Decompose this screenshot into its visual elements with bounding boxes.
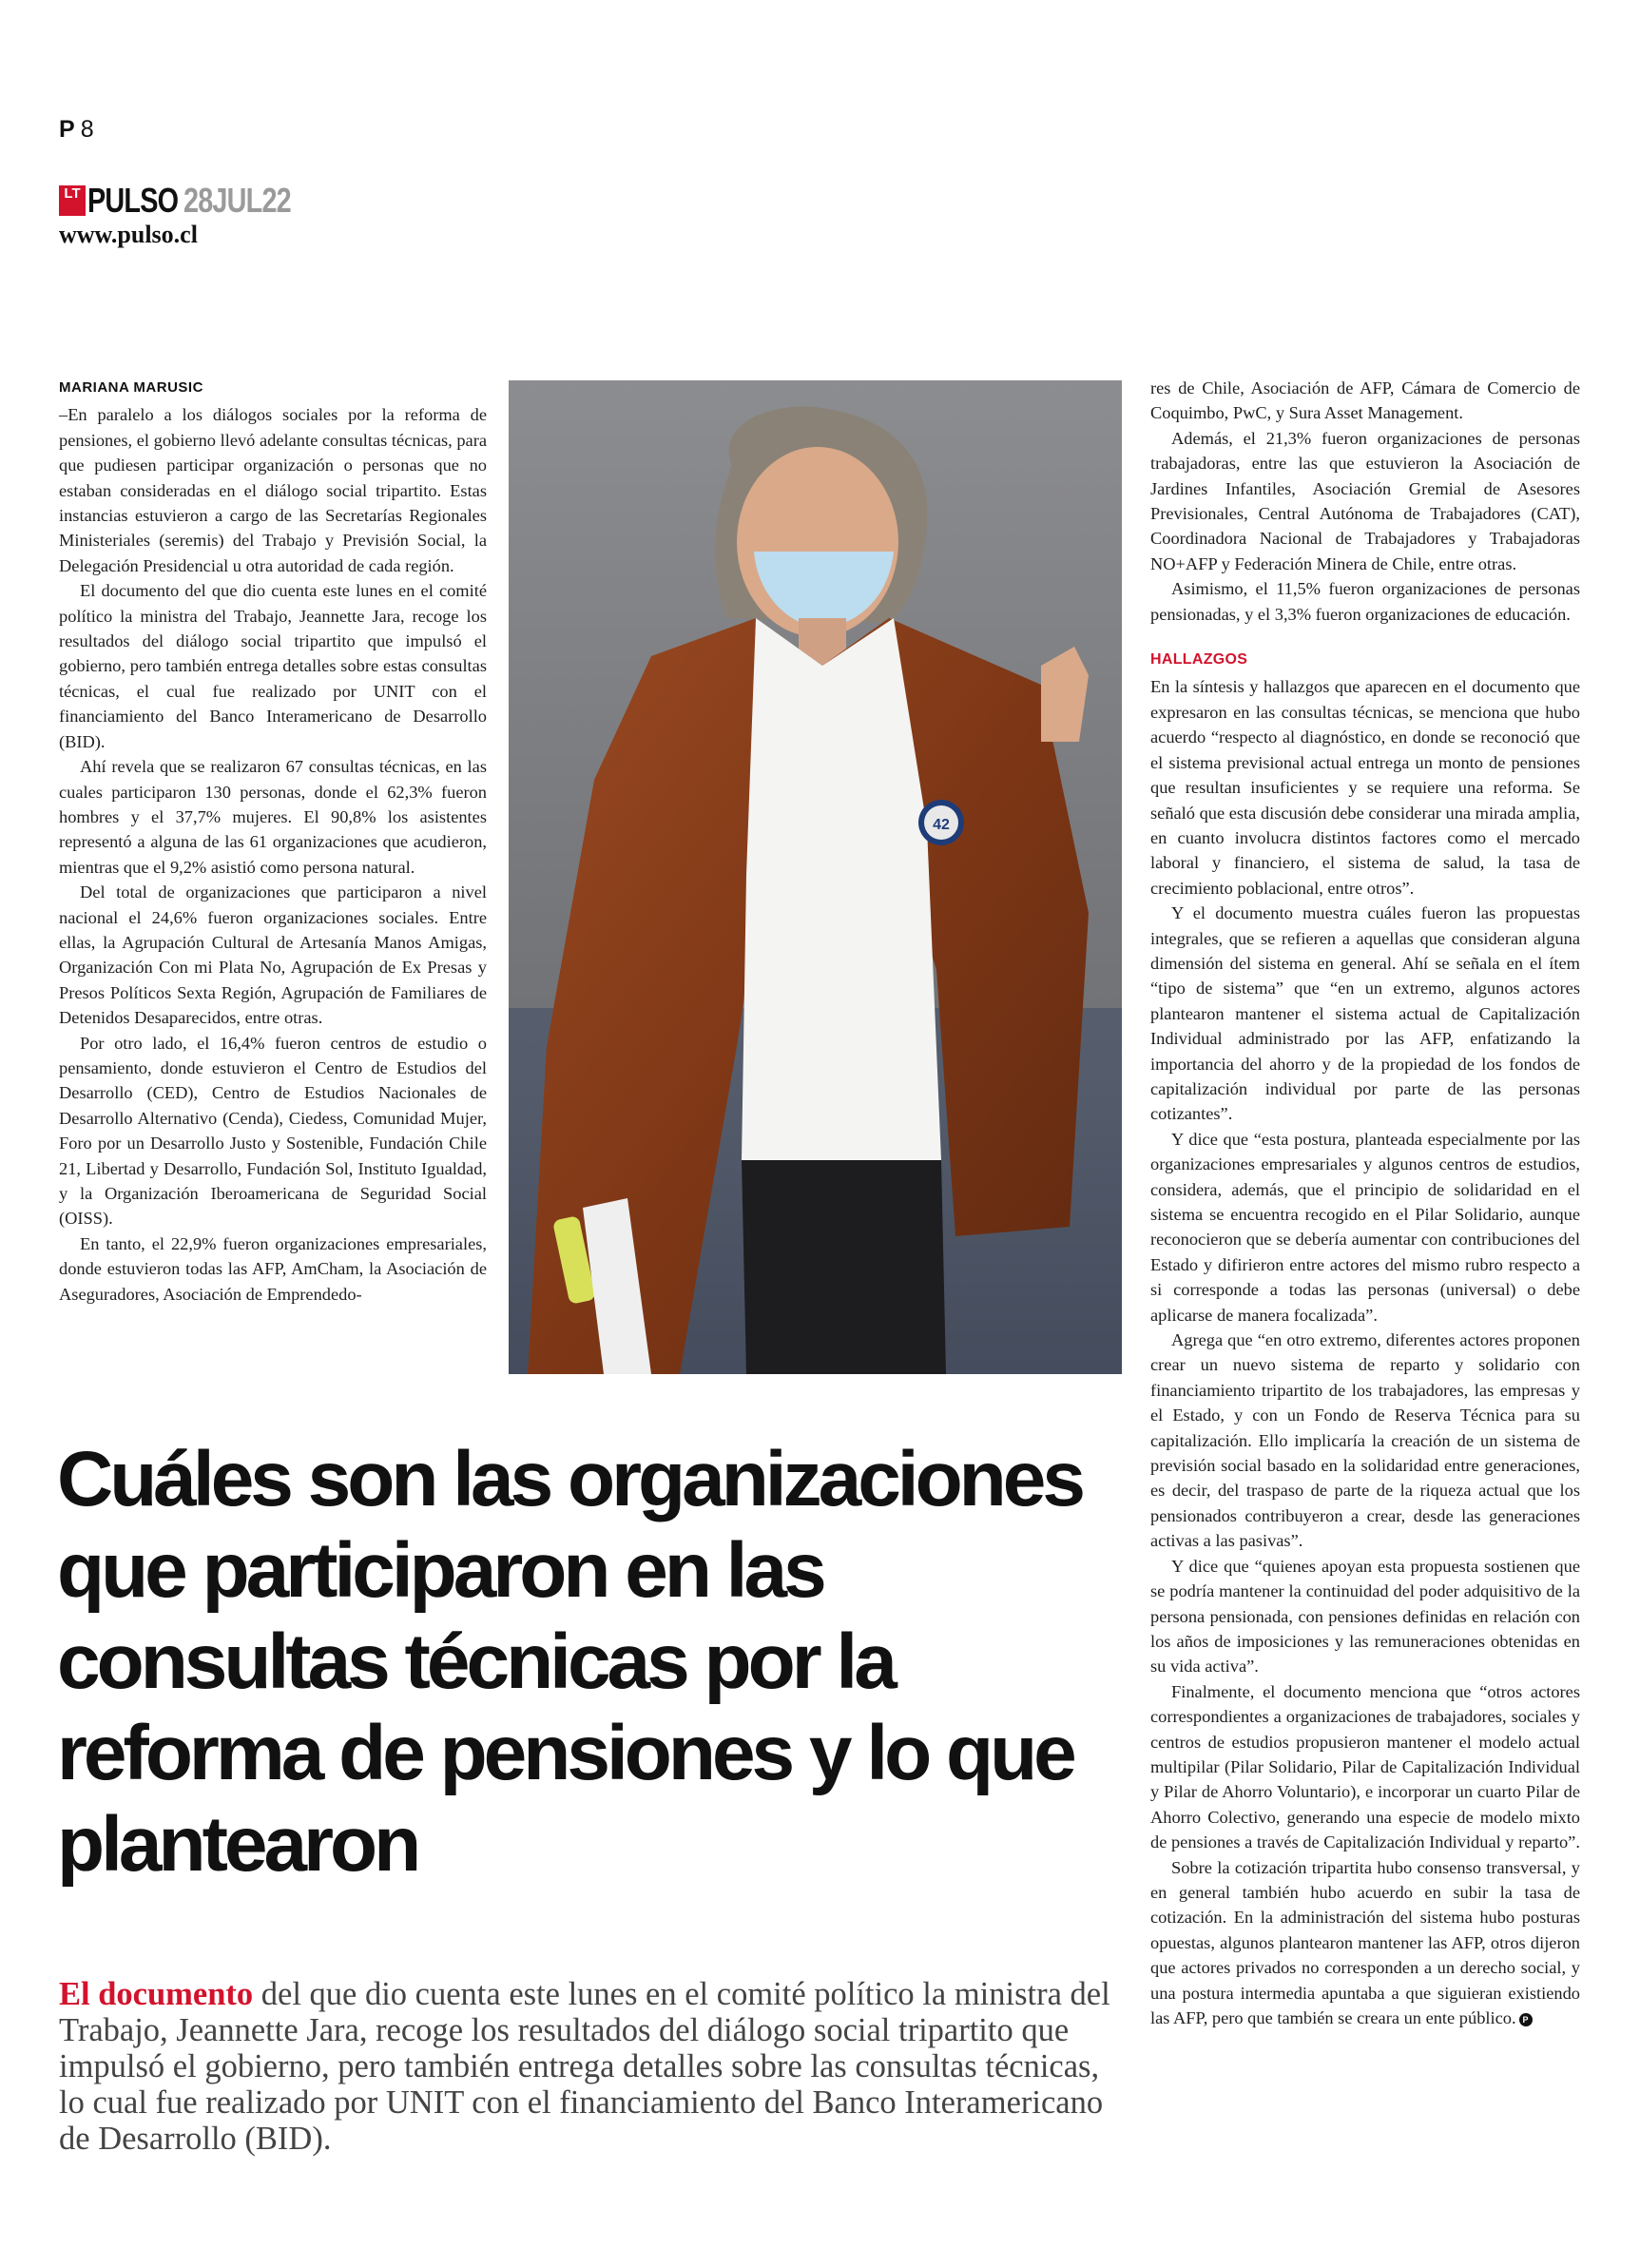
- badge-text: 42: [933, 817, 950, 833]
- byline: MARIANA MARUSIC: [59, 379, 203, 396]
- paragraph: Del total de organizaciones que participaron a nivel nacional el 24,6% fueron organizaciones sociales. Entre ellas, la Agrupación Cultural de Artesanía Manos Amigas, Organización Con mi Plata No, Agrupación de Ex Presas y Presos Políticos Sexta Región, Agrupación de Familiares de Detenidos Desaparecidos, entre otras.: [59, 882, 487, 1028]
- masthead: [59, 181, 318, 221]
- lt-logo: LT: [59, 185, 86, 216]
- end-mark-icon: P: [1519, 2013, 1533, 2026]
- paragraph: En tanto, el 22,9% fueron organizaciones empresariales, donde estuvieron todas las AFP, AmCham, la Asociación de Aseguradores, Asociación de Emprendedo-: [59, 1233, 487, 1304]
- page-number: P 8: [59, 116, 94, 143]
- left-column: [59, 376, 487, 1307]
- paragraph: Por otro lado, el 16,4% fueron centros de estudio o pensamiento, donde estuvieron el Centro de Estudios del Desarrollo (CED), Centro de Estudios Nacionales de Desarrollo Alternativo (Cenda), Ciedess, Comunidad Mujer, Foro por un Desarrollo Justo y Sostenible, Fundación Chile 21, Libertad y Desarrollo, Fundación Sol, Instituto Igualdad, y la Organización Iberoamericana de Seguridad Social (OISS).: [59, 1033, 487, 1229]
- paragraph: Y el documento muestra cuáles fueron las propuestas integrales, que se refieren a aquellas que consideran alguna dimensión del sistema en general. Ahí se señala en el ítem “tipo de sistema” que “en un extremo, algunos actores plantearon mantener el sistema actual de Capitalización Individual administrado por las AFP, enfatizando la importancia del ahorro y de la propiedad de los fondos de capitalización individual por parte de las personas cotizantes”.: [1150, 903, 1580, 1124]
- section-subhead: HALLAZGOS: [1150, 651, 1248, 669]
- paragraph: Asimismo, el 11,5% fueron organizaciones de personas pensionadas, y el 3,3% fueron organizaciones de educación.: [1150, 579, 1580, 624]
- paragraph: Y dice que “quienes apoyan esta propuesta sostienen que se podría mantener la continuidad del poder adquisitivo de la persona pensionada, con pensiones definidas en relación con los años de imposiciones y las remuneraciones obtenidas en su vida activa”.: [1150, 1556, 1580, 1677]
- paragraph: En la síntesis y hallazgos que aparecen en el documento que expresaron en las consultas técnicas, se menciona que hubo acuerdo “respecto al diagnóstico, en donde se reconoció que el sistema previsional actual entrega un monto de pensiones que resultan insuficientes y se requiere una reforma. Se señaló que esta discusión debe considerar una mirada amplia, en cuanto involucra distintos factores como el mercado laboral y financiero, el sistema de salud, la tasa de crecimiento poblacional, entre otros”.: [1150, 677, 1580, 898]
- lead-paragraph: [59, 1976, 1124, 2157]
- paragraph: –En paralelo a los diálogos sociales por la reforma de pensiones, el gobierno llevó adelante consultas técnicas, para que pudiesen participar organización o personas que no estaban consideradas en el diálogo social tripartito. Estas instancias estuvieron a cargo de las Secretarías Regionales Ministeriales (seremis) del Trabajo y Previsión Social, la Delegación Presidencial u otra autoridad de cada región.: [59, 405, 487, 575]
- paragraph: res de Chile, Asociación de AFP, Cámara de Comercio de Coquimbo, PwC, y Sura Asset Management.: [1150, 378, 1580, 423]
- paragraph: Además, el 21,3% fueron organizaciones de personas trabajadoras, entre las que estuvieron la Asociación de Jardines Infantiles, Asociación Gremial de Asesores Previsionales, Central Autónoma de Trabajadores (CAT), Coordinadora Nacional de Trabajadores y Trabajadoras NO+AFP y Federación Minera de Chile, entre otras.: [1150, 428, 1580, 573]
- right-column: [1150, 376, 1580, 2030]
- final-text: Sobre la cotización tripartita hubo consenso transversal, y en general también hubo acuerdo en subir la tasa de cotización. En la administración del sistema hubo posturas opuestas, algunos plantearon mantener las AFP, otros dijeron que actores privados no corresponden a un derecho social, y una postura intermedia apuntaba a que siguieran existiendo las AFP, pero que también se creara un ente público.: [1150, 1857, 1580, 2027]
- paragraph: Ahí revela que se realizaron 67 consultas técnicas, en las cuales participaron 130 personas, donde el 62,3% fueron hombres y el 37,7% mujeres. El 90,8% los asistentes representó a alguna de las 61 organizaciones que acudieron, mientras que el 9,2% asistió como persona natural.: [59, 757, 487, 877]
- paragraph: Finalmente, el documento menciona que “otros actores correspondientes a organizaciones de trabajadores, sociales y centros de estudios propusieron mantener el modelo actual multipilar (Pilar Solidario, Pilar de Capitalización Individual y Pilar de Ahorro Voluntario), e incorporar un cuarto Pilar de Ahorro Colectivo, generando una especie de modelo mixto de pensiones a través de Capitalización Individual y reparto”.: [1150, 1681, 1580, 1852]
- publication-name: PULSO: [87, 181, 179, 220]
- paragraph: Agrega que “en otro extremo, diferentes actores proponen crear un nuevo sistema de reparto y solidario con financiamiento tripartito de los trabajadores, las empresas y el Estado, y con un Fondo de Reserva Técnica para su capitalización. Ello implicaría la creación de un sistema de previsión social basado en la solidaridad entre generaciones, es decir, del traspaso de parte de la riqueza actual que los pensionados contribuyeron a crear, desde las generaciones activas a las pasivas”.: [1150, 1330, 1580, 1551]
- lead-highlight: El documento: [59, 1976, 254, 2012]
- paragraph-final: [1150, 1855, 1580, 2031]
- lead-text: del que dio cuenta este lunes en el comité político la ministra del Trabajo, Jeannette Jara, recoge los resultados del diálogo social tripartito que impulsó el gobierno, pero también entrega detalles sobre las consultas técnicas, lo cual fue realizado por UNIT con el financiamiento del Banco Interamericano de Desarrollo (BID).: [59, 1976, 1110, 2157]
- paragraph: El documento del que dio cuenta este lunes en el comité político la ministra del Trabajo, Jeannette Jara, recoge los resultados del diálogo social tripartito que impulsó el gobierno, pero también entrega detalles sobre estas consultas técnicas, el cual fue realizado por UNIT con el financiamiento del Banco Interamericano de Desarrollo (BID).: [59, 581, 487, 751]
- paragraph: Y dice que “esta postura, planteada especialmente por las organizaciones empresariales y algunos centros de estudios, considera, además, que el principio de solidaridad en el sistema se encuentra recogido en el Pilar Solidario, aunque reconocieron que se debería aumentar con contribuciones del Estado y difirieron entre actores del mismo rubro respecto a si corresponde a todas las personas (universal) o debe aplicarse de manera focalizada”.: [1150, 1129, 1580, 1325]
- headline: Cuáles son las organizaciones que participaron en las consultas técnicas por la reforma de pensiones y lo que plantearon: [57, 1436, 1082, 1888]
- publication-date: 28JUL22: [183, 181, 291, 220]
- website-link[interactable]: www.pulso.cl: [59, 221, 198, 248]
- article-photo: [509, 380, 1122, 1374]
